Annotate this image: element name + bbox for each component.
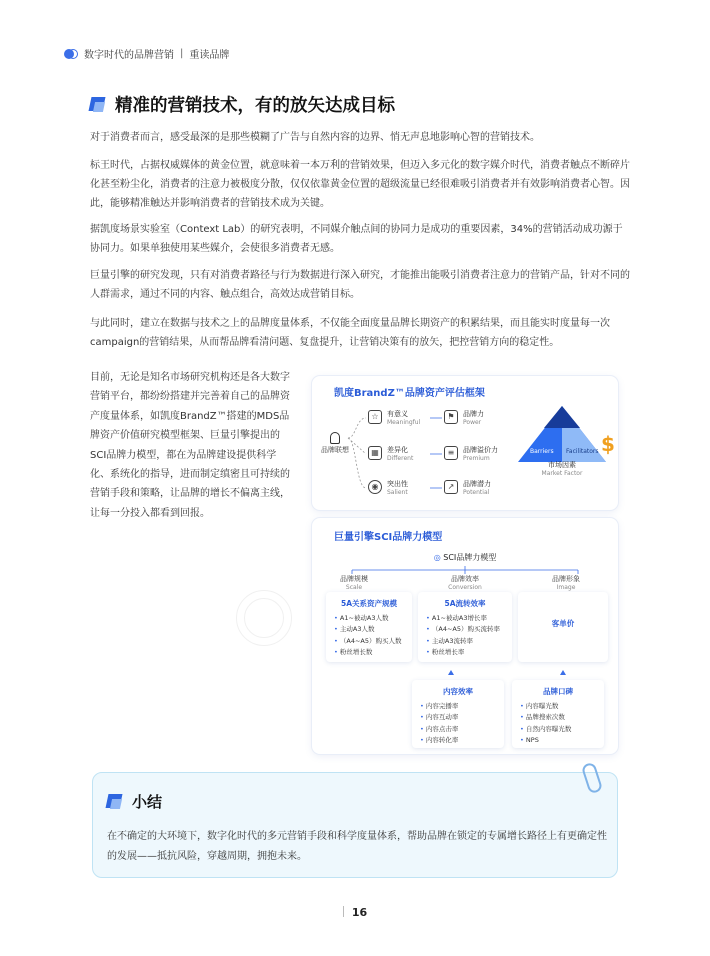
grid-icon: ▦ bbox=[368, 446, 382, 460]
list-item: • 内容转化率 bbox=[420, 735, 496, 747]
box-title: 客单价 bbox=[551, 619, 575, 628]
arrow-up-icon bbox=[448, 670, 454, 675]
list-item: • 内容完播率 bbox=[420, 701, 496, 713]
summary-title: 小结 bbox=[132, 793, 163, 811]
list-item: • 粉丝增长率 bbox=[426, 647, 504, 659]
coins-icon: ≡ bbox=[444, 446, 458, 460]
header-subtitle: 重读品牌 bbox=[189, 50, 230, 61]
item-en: Power bbox=[463, 419, 482, 426]
heading-flag-icon bbox=[90, 97, 106, 112]
box-title: 内容效率 bbox=[443, 687, 473, 696]
running-header bbox=[64, 46, 229, 61]
box-brand-reputation bbox=[512, 680, 604, 748]
list-item: • （A4~A5）购买流转率 bbox=[426, 624, 504, 636]
star-icon: ☆ bbox=[368, 410, 382, 424]
list-item: • 自然内容曝光数 bbox=[520, 724, 596, 736]
list-item: • 主动A3流转率 bbox=[426, 636, 504, 648]
paperclip-icon bbox=[581, 762, 604, 795]
flag-icon: ⚑ bbox=[444, 410, 458, 424]
heading-flag-icon bbox=[107, 794, 123, 809]
item-cn: 品牌潜力 bbox=[463, 480, 491, 488]
sci-model-icon: ◎ bbox=[433, 553, 444, 562]
list-item: • 内容曝光数 bbox=[520, 701, 596, 713]
box-5a-conversion bbox=[418, 592, 512, 662]
section-heading bbox=[90, 92, 395, 117]
summary-text: 在不确定的大环境下，数字化时代的多元营销手段和科学度量体系，帮助品牌在锁定的专属增长路径上有更确定性的发展——抵抗风险，穿越周期，拥抱未来。 bbox=[107, 831, 607, 862]
list-item: • 内容互动率 bbox=[420, 712, 496, 724]
column-scale-en: Scale bbox=[345, 584, 363, 591]
list-item: • NPS bbox=[520, 735, 596, 747]
column-image bbox=[526, 574, 606, 591]
left-column-text: 目前，无论是知名市场研究机构还是各大数字营销平台，都纷纷搭建并完善着自己的品牌资产度量体系，如凯度BrandZ™搭建的MDS品牌资产价值研究模型框架、巨量引擎提出的SCI品牌力模型，都在为品牌建设提供科学化、系统化的指导，进而制定缜密且可持续的营销手段和策略，让品牌的增长不偏离主线，让每一分投入都看到回报。 bbox=[90, 372, 290, 519]
target-icon: ◉ bbox=[368, 480, 382, 494]
item-en: Different bbox=[387, 455, 414, 462]
facilitators-label: Facilitators bbox=[566, 448, 599, 455]
column-conversion-en: Conversion bbox=[448, 584, 482, 591]
brandz-title: 凯度BrandZ™品牌资产评估框架 bbox=[334, 388, 485, 399]
item-cn: 突出性 bbox=[387, 480, 408, 488]
box-5a-scale bbox=[326, 592, 412, 662]
item-cn: 品牌力 bbox=[463, 410, 484, 418]
item-cn: 差异化 bbox=[387, 446, 408, 454]
dollar-icon: $ bbox=[601, 432, 615, 456]
brandz-framework-card bbox=[312, 376, 618, 510]
market-factor-en: Market Factor bbox=[541, 470, 583, 477]
paragraph-1: 对于消费者而言，感受最深的是那些模糊了广告与自然内容的边界、悄无声息地影响心智的营销技术。 bbox=[90, 132, 540, 143]
header-logo-icon bbox=[64, 49, 78, 59]
box-title: 5A关系资产规模 bbox=[340, 599, 398, 608]
summary-heading bbox=[107, 791, 162, 812]
list-item: • 品牌搜索次数 bbox=[520, 712, 596, 724]
barriers-label: Barriers bbox=[530, 448, 554, 455]
item-en: Premium bbox=[463, 455, 490, 462]
list-item: • A1~被动A3增长率 bbox=[426, 613, 504, 625]
arrow-up-icon bbox=[560, 670, 566, 675]
column-scale bbox=[314, 574, 394, 591]
sci-model-card bbox=[312, 518, 618, 754]
sci-title: 巨量引擎SCI品牌力模型 bbox=[334, 532, 443, 543]
summary-box bbox=[92, 772, 618, 878]
page-number-value: 16 bbox=[351, 906, 368, 919]
box-title: 品牌口碑 bbox=[543, 687, 573, 696]
column-scale-cn: 品牌规模 bbox=[340, 575, 368, 583]
column-conversion-cn: 品牌效率 bbox=[451, 575, 479, 583]
item-en: Potential bbox=[463, 489, 490, 496]
item-cn: 有意义 bbox=[387, 410, 408, 418]
box-title: 5A流转效率 bbox=[444, 599, 486, 608]
column-image-en: Image bbox=[556, 584, 576, 591]
brand-association-label: 品牌联想 bbox=[321, 446, 349, 454]
section-title: 精准的营销技术，有的放矢达成目标 bbox=[115, 96, 395, 116]
box-unit-price bbox=[518, 592, 608, 662]
list-item: • 粉丝增长数 bbox=[334, 647, 404, 659]
pyramid-top bbox=[544, 406, 580, 428]
paragraph-2: 标王时代，占据权威媒体的黄金位置，就意味着一本万利的营销效果，但迈入多元化的数字媒介时代，消费者触点不断碎片化甚至粉尘化，消费者的注意力被极度分散，仅仅依靠黄金位置的超级流量已经很难吸引消费者并有效影响消费者心智。因此，能够精准触达并影响消费者的营销技术成为关键。 bbox=[90, 160, 630, 209]
market-factor-caption bbox=[522, 460, 602, 477]
growth-icon: ↗ bbox=[444, 480, 458, 494]
item-cn: 品牌溢价力 bbox=[463, 446, 498, 454]
decorative-circle bbox=[244, 598, 284, 638]
page-number bbox=[0, 906, 710, 919]
list-item: • 主动A3人数 bbox=[334, 624, 404, 636]
paragraph-5: 与此同时，建立在数据与技术之上的品牌度量体系，不仅能全面度量品牌长期资产的积累结果，而且能实时度量每一次campaign的营销结果，从而帮品牌看清问题、复盘提升，让营销决策有的放矢，把控营销方向的稳定性。 bbox=[90, 318, 610, 348]
paragraph-3: 据凯度场景实验室（Context Lab）的研究表明，不同媒介触点间的协同力是成功的重要因素，34%的营销活动成功源于协同力。如果单独使用某些媒介，会使很多消费者无感。 bbox=[90, 224, 623, 254]
header-separator: | bbox=[180, 48, 184, 59]
list-item: • 内容点击率 bbox=[420, 724, 496, 736]
item-en: Meaningful bbox=[387, 419, 421, 426]
column-image-cn: 品牌形象 bbox=[552, 575, 580, 583]
column-conversion bbox=[425, 574, 505, 591]
item-en: Salient bbox=[387, 489, 408, 496]
list-item: • A1~被动A3人数 bbox=[334, 613, 404, 625]
sci-model-name: SCI品牌力模型 bbox=[443, 553, 497, 562]
market-factor-cn: 市场因素 bbox=[548, 461, 576, 469]
paragraph-4: 巨量引擎的研究发现，只有对消费者路径与行为数据进行深入研究，才能推出能吸引消费者注意力的营销产品，针对不同的人群需求，通过不同的内容、触点组合，高效达成营销目标。 bbox=[90, 270, 630, 300]
box-content-efficiency bbox=[412, 680, 504, 748]
header-title: 数字时代的品牌营销 bbox=[84, 50, 174, 61]
list-item: • （A4~A5）购买人数 bbox=[334, 636, 404, 648]
